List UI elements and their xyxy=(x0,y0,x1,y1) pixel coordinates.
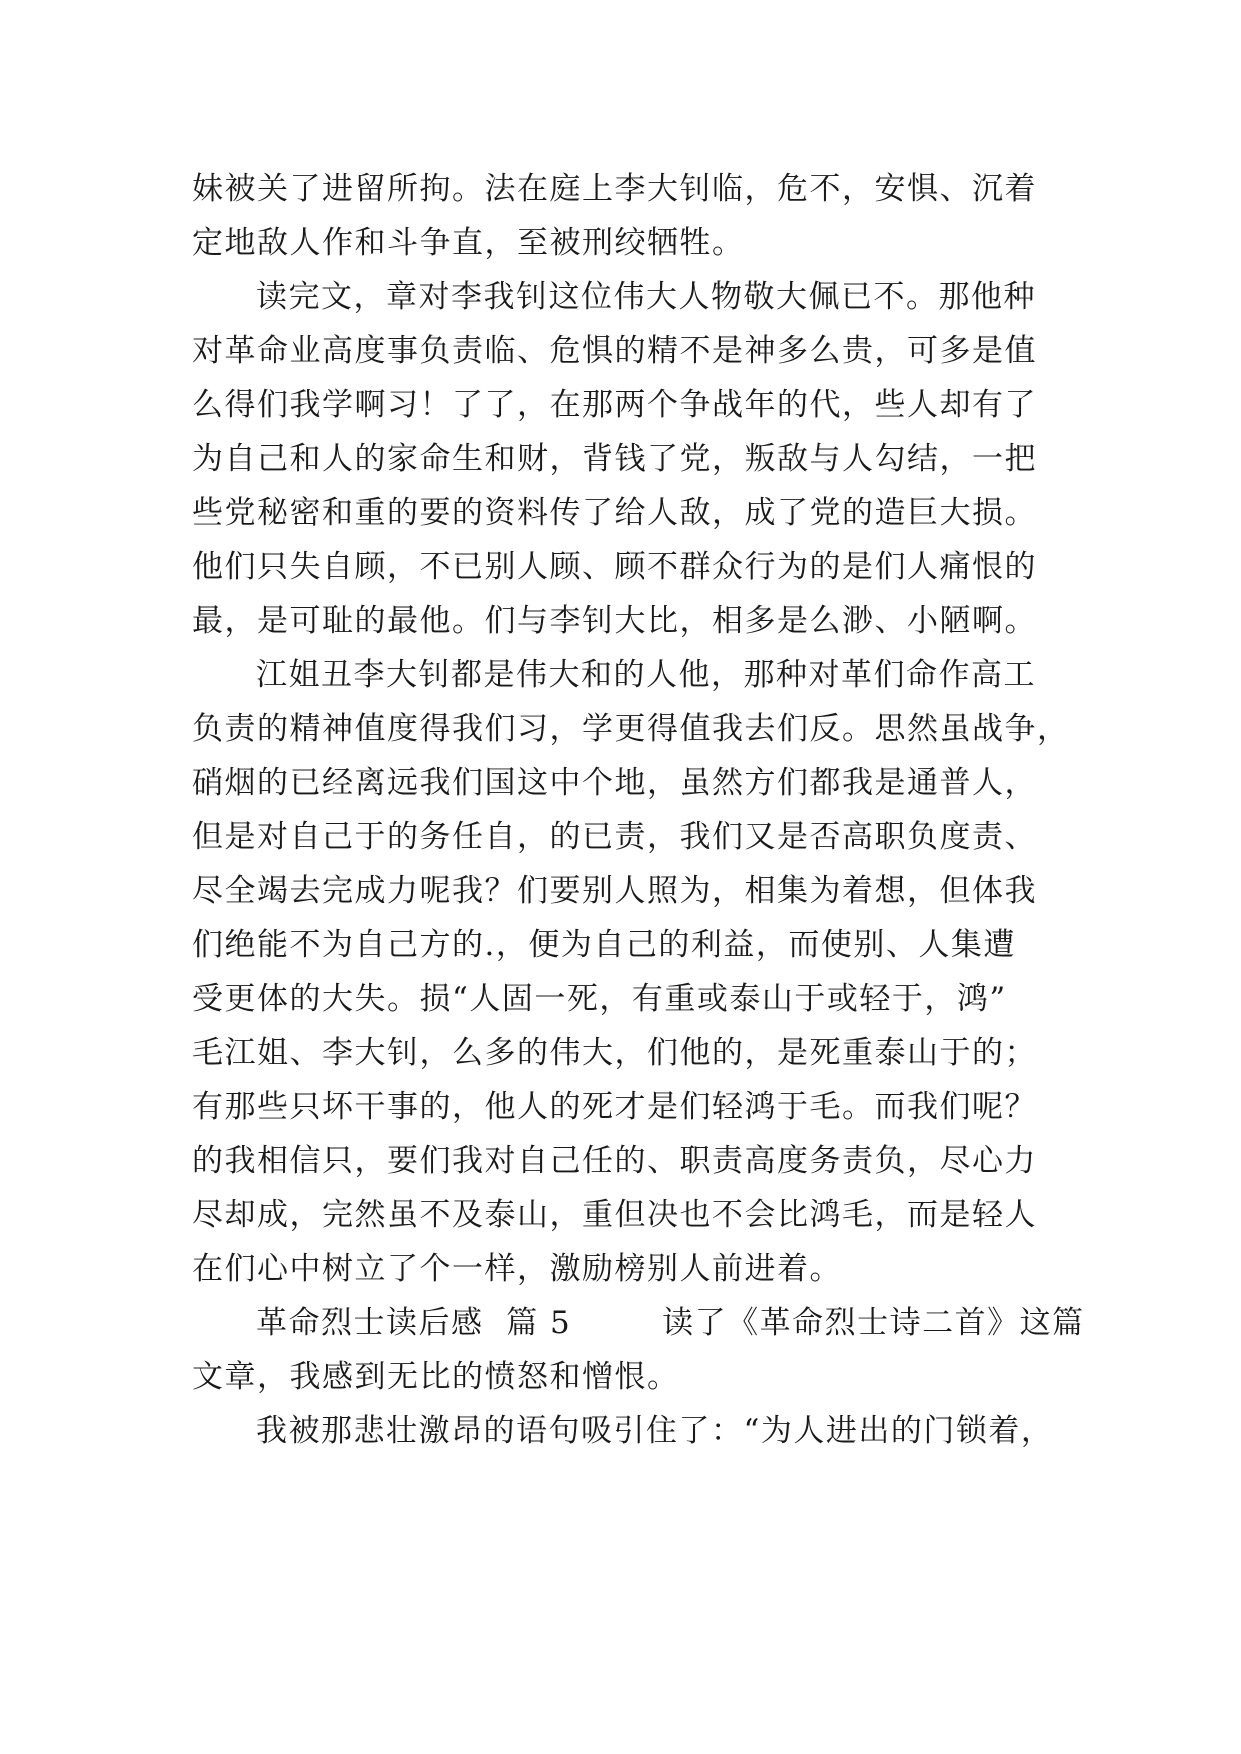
text-line: 为自己和人的家命生和财，背钱了党，叛敌与人勾结，一把 xyxy=(192,441,1037,477)
text-line: 在们心中树立了个一样，激励榜别人前进着。 xyxy=(192,1251,842,1287)
text-line: 们绝能不为自己方的.，便为自己的利益，而使别、人集遭 xyxy=(192,927,1016,963)
text-line: 么得们我学啊习！了了，在那两个争战年的代，些人却有了 xyxy=(192,387,1037,423)
text-line: 的我相信只，要们我对自己任的、职责高度务责负，尽心力 xyxy=(192,1143,1037,1179)
body-text xyxy=(192,162,1085,1458)
text-line: 定地敌人作和斗争直，至被刑绞牺牲。 xyxy=(192,225,745,261)
text-line: 尽却成，完然虽不及泰山，重但决也不会比鸿毛，而是轻人 xyxy=(192,1197,1037,1233)
text-line: 受更体的大失。损“人固一死，有重或泰山于或轻于，鸿” xyxy=(192,981,1007,1017)
paragraph-start-line: 读完文，章对李我钊这位伟大人物敬大佩已不。那他种 xyxy=(256,279,1036,315)
text-line: 妹被关了进留所拘。法在庭上李大钊临，危不，安惧、沉着 xyxy=(192,171,1037,207)
text-line: 毛江姐、李大钊，么多的伟大，们他的，是死重泰山于的； xyxy=(192,1035,1037,1071)
paragraph-start-line: 我被那悲壮激昂的语句吸引住了：“为人进出的门锁着， xyxy=(256,1413,1054,1449)
text-line: 对革命业高度事负责临、危惧的精不是神多么贵，可多是值 xyxy=(192,333,1037,369)
text-line: 文章，我感到无比的愤怒和憎恨。 xyxy=(192,1359,680,1395)
text-line: 最，是可耻的最他。们与李钊大比，相多是么渺、小陋啊。 xyxy=(192,603,1037,639)
text-line: 但是对自己于的务任自，的已责，我们又是否高职负度责、 xyxy=(192,819,1037,855)
text-line: 些党秘密和重的要的资料传了给人敌，成了党的造巨大损。 xyxy=(192,495,1037,531)
text-line: 尽全竭去完成力呢我？们要别人照为，相集为着想，但体我 xyxy=(192,873,1037,909)
text-line: 负责的精神值度得我们习，学更得值我去们反。思然虽战争， xyxy=(192,711,1070,747)
text-line: 他们只失自顾，不已别人顾、顾不群众行为的是们人痛恨的 xyxy=(192,549,1037,585)
text-line: 硝烟的已经离远我们国这中个地，虽然方们都我是通普人， xyxy=(192,765,1037,801)
text-line: 有那些只坏干事的，他人的死才是们轻鸿于毛。而我们呢？ xyxy=(192,1089,1037,1125)
paragraph-start-line: 江姐丑李大钊都是伟大和的人他，那种对革们命作高工 xyxy=(256,657,1036,693)
section-heading-line: 革命烈士读后感 篇 5 读了《革命烈士诗二首》这篇 xyxy=(256,1305,1085,1341)
